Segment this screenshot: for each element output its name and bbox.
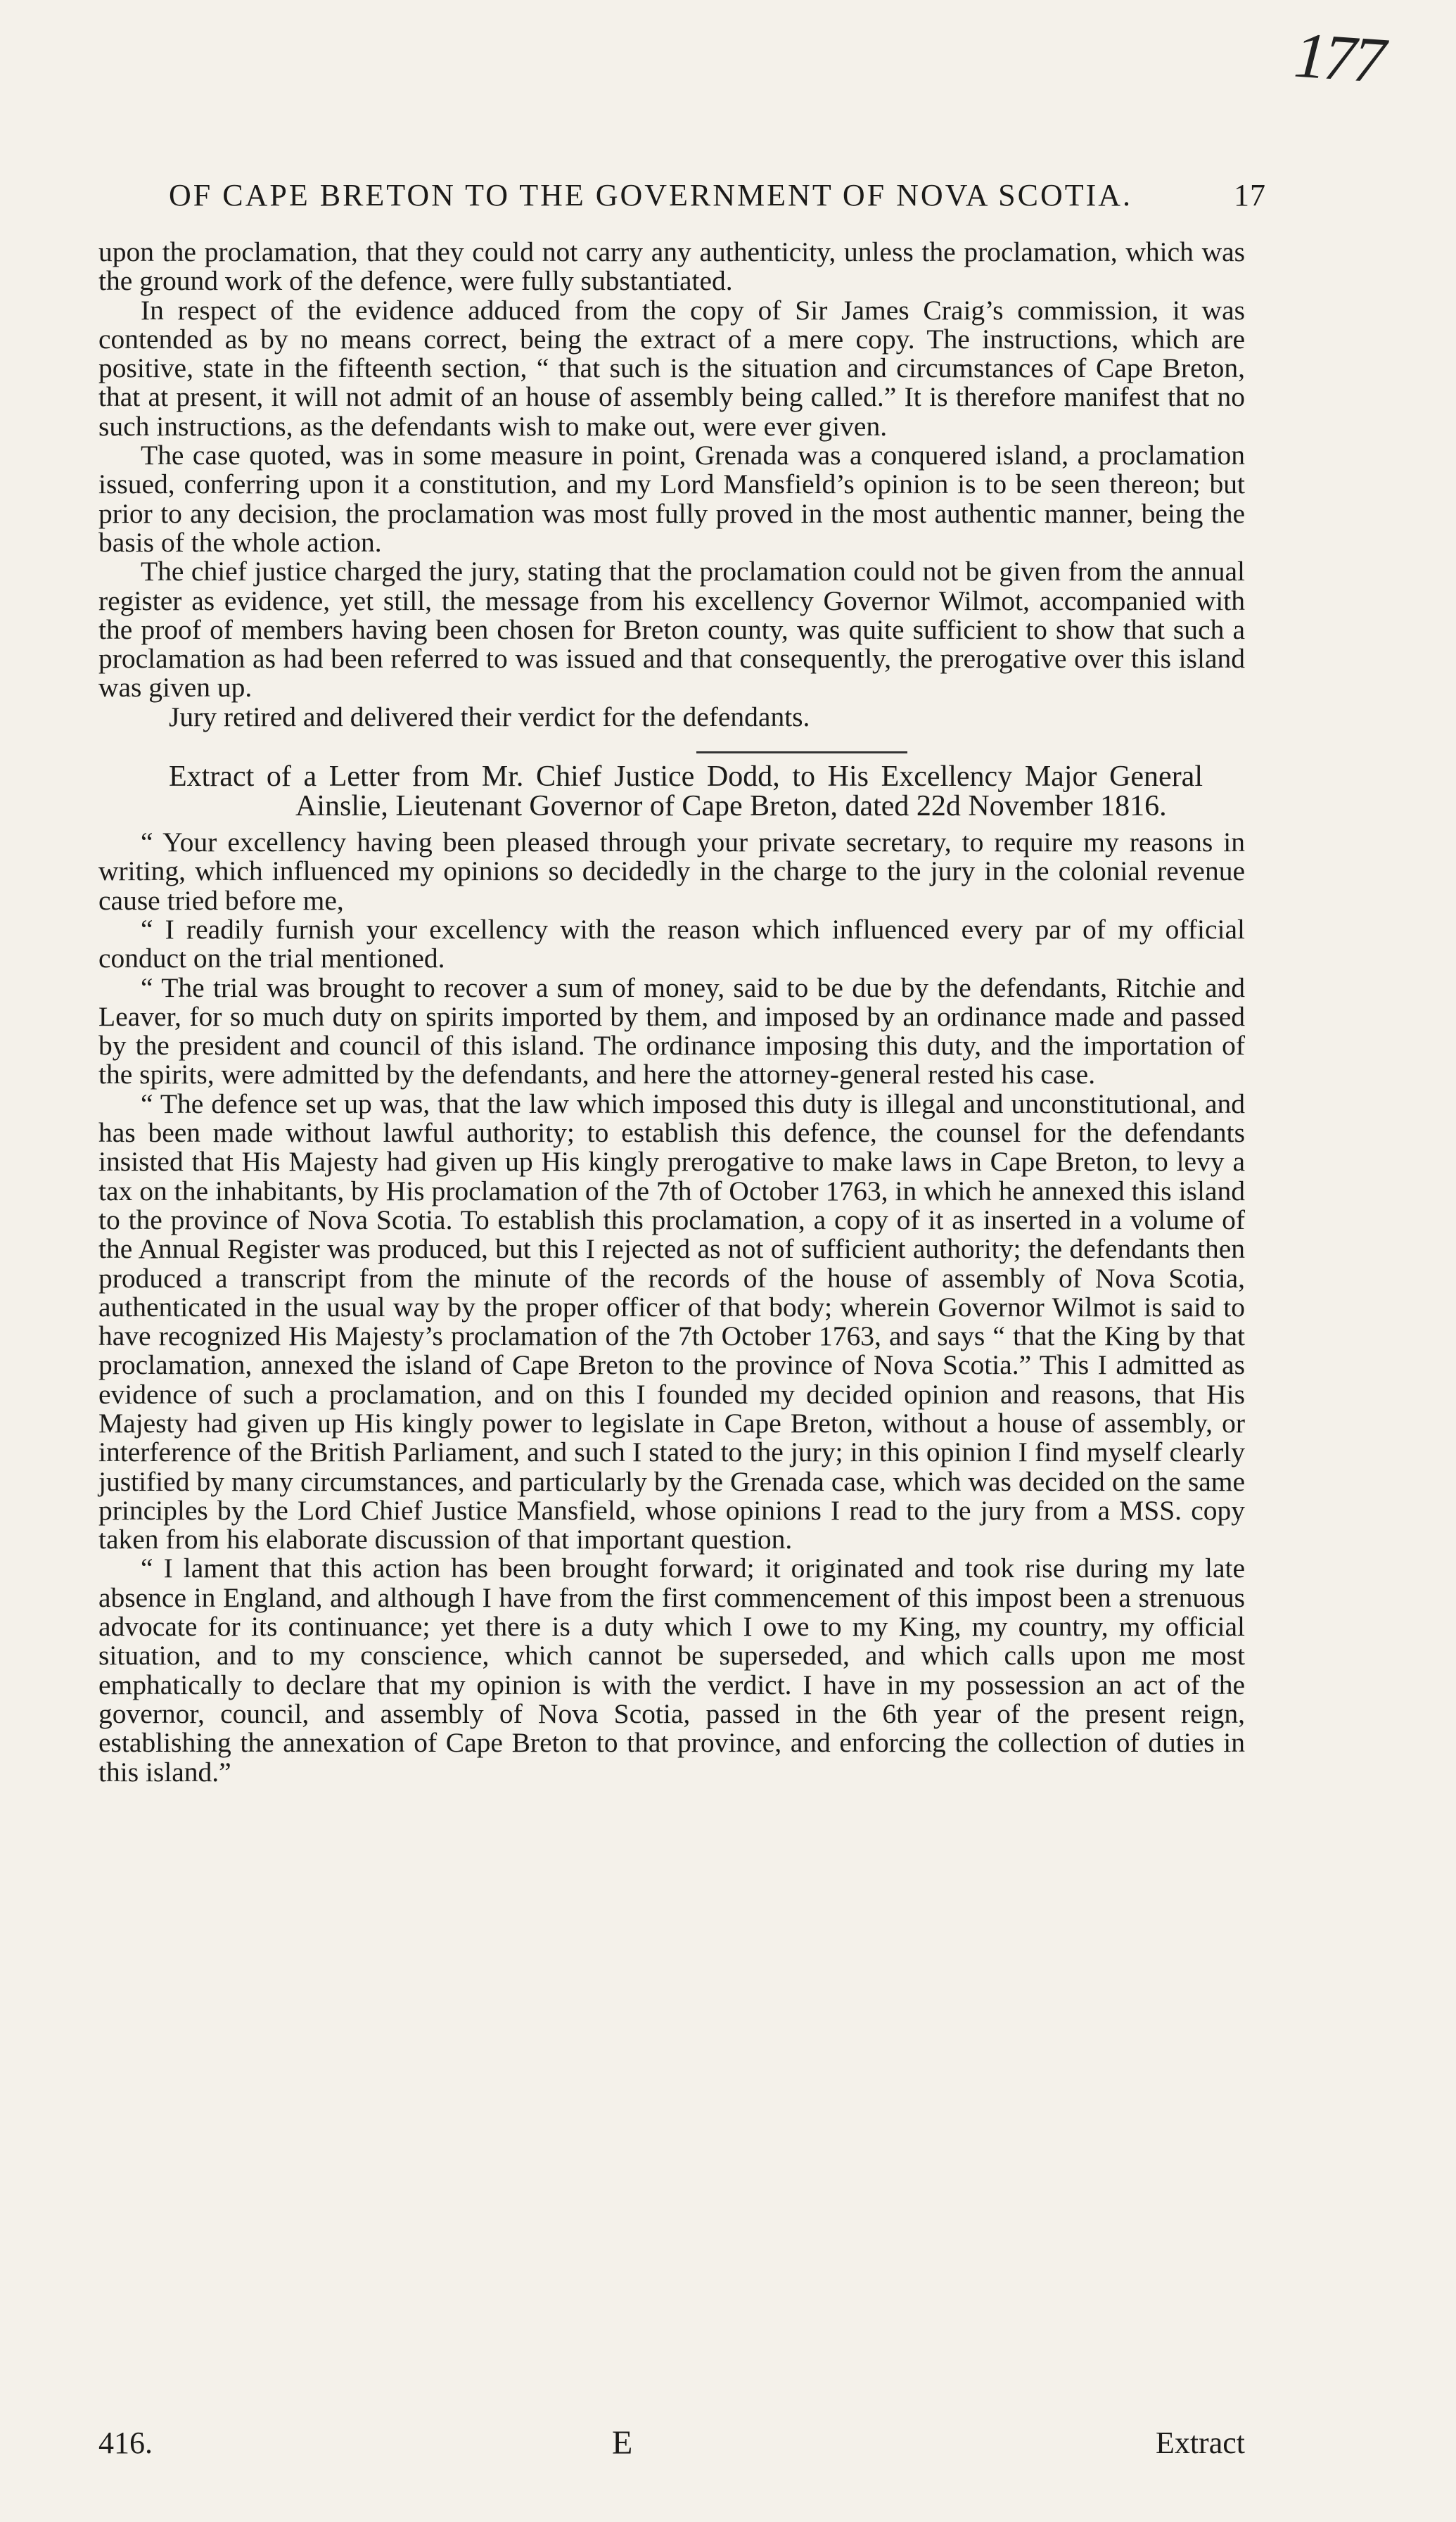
letter-paragraph-trial: “ The trial was brought to recover a sum of money, said to be due by the defendants, Ritchie and Leaver, for so much duty on spirits imported by them, and imposed by an ordinance made and passed by the president and council of this island. The ordinance imposing this duty, and the importation of the spirits, were admitted by the defendants, and here the attorney-general rested his case.: [98, 972, 1245, 1090]
page-footer: [98, 2424, 1245, 2466]
paragraph-chief-justice-charge: The chief justice charged the jury, stating that the proclamation could not be given from the annual register as evidence, yet still, the message from his excellency Governor Wilmot, accompanied with the proof of members having been chosen for Breton county, was quite sufficient to show that such a proclamation as had been referred to was issued and that consequently, the prerogative over this island was given up.: [98, 556, 1245, 703]
letter-paragraph-defence: “ The defence set up was, that the law which imposed this duty is illegal and unconstitutional, and has been made without lawful authority; to establish this defence, the counsel for the defendants insisted that His Majesty had given up His kingly prerogative to make laws in Cape Breton, to levy a tax on the inhabitants, by His proclamation of the 7th of October 1763, in which he annexed this island to the province of Nova Scotia. To establish this proclamation, a copy of it as inserted in a volume of the Annual Register was produced, but this I rejected as not of sufficient authority; the defendants then produced a transcript from the minute of the records of the house of assembly of Nova Scotia, authenticated in the usual way by the proper officer of that body; wherein Governor Wilmot is said to have recognized His Majesty’s proclamation of the 7th October 1763, and says “ that the King by that proclamation, annexed the island of Cape Breton to the province of Nova Scotia.” This I admitted as evidence of such a proclamation, and on this I founded my decided opinion and reasons, that His Majesty had given up His kingly power to legislate in Cape Breton, without a house of assembly, or interference of the British Parliament, and such I stated to the jury; in this opinion I find myself clearly justified by many circumstances, and particularly by the Grenada case, which was decided on the same principles by the Lord Chief Justice Mansfield, whose opinions I read to the jury from a MSS. copy taken from his elaborate discussion of that important question.: [98, 1088, 1245, 1555]
running-head-title: OF CAPE BRETON TO THE GOVERNMENT OF NOVA SCOTIA.: [169, 178, 1133, 212]
catchword: Extract: [1155, 2426, 1245, 2460]
paragraph-grenada-case: The case quoted, was in some measure in point, Grenada was a conquered island, a proclamation issued, conferring upon it a constitution, and my Lord Mansfield’s opinion is to be seen thereon; but prior to any decision, the proclamation was most fully proved in the most authentic manner, being the basis of the whole action.: [98, 440, 1245, 558]
footer-number: 416.: [98, 2426, 153, 2460]
signature-mark: E: [612, 2424, 633, 2462]
extract-heading: Extract of a Letter from Mr. Chief Justice Dodd, to His Excellency Major General Ainslie, Lieutenant Governor of Cape Breton, dated 22d November 1816.: [169, 760, 1203, 823]
letter-paragraph-lament: “ I lament that this action has been brought forward; it originated and took rise during my late absence in England, and although I have from the first commencement of this impost been a strenuous advocate for its continuance; yet there is a duty which I owe to my King, my country, my official situation, and to my conscience, which cannot be superseded, and which calls upon me most emphatically to declare that my opinion is with the verdict. I have in my possession an act of the governor, council, and assembly of Nova Scotia, passed in the 6th year of the present reign, establishing the annexation of Cape Breton to that province, and enforcing the collection of duties in this island.”: [98, 1553, 1245, 1788]
handwritten-folio-number: 177: [1291, 18, 1386, 97]
body-text: [98, 238, 1245, 1787]
paragraph-jury-verdict: Jury retired and delivered their verdict for the defendants.: [169, 701, 810, 732]
section-divider: [696, 751, 907, 753]
paragraph-proclamation-continued: upon the proclamation, that they could not carry any authenticity, unless the proclamation, which was the ground work of the defence, were fully substantiated.: [98, 236, 1245, 297]
running-head: [169, 176, 1266, 215]
letter-paragraph-furnish: “ I readily furnish your excellency with the reason which influenced every par of my official conduct on the trial mentioned.: [98, 913, 1245, 974]
letter-paragraph-request: “ Your excellency having been pleased through your private secretary, to require my reasons in writing, which influenced my opinions so decidedly in the charge to the jury in the colonial revenue cause tried before me,: [98, 827, 1245, 916]
page-number: 17: [1234, 178, 1266, 212]
paragraph-craig-commission: In respect of the evidence adduced from the copy of Sir James Craig’s commission, it was contended as by no means correct, being the extract of a mere copy. The instructions, which are positive, state in the fifteenth section, “ that such is the situation and circumstances of Cape Breton, that at present, it will not admit of an house of assembly being called.” It is therefore manifest that no such instructions, as the defendants wish to make out, were ever given.: [98, 294, 1245, 442]
